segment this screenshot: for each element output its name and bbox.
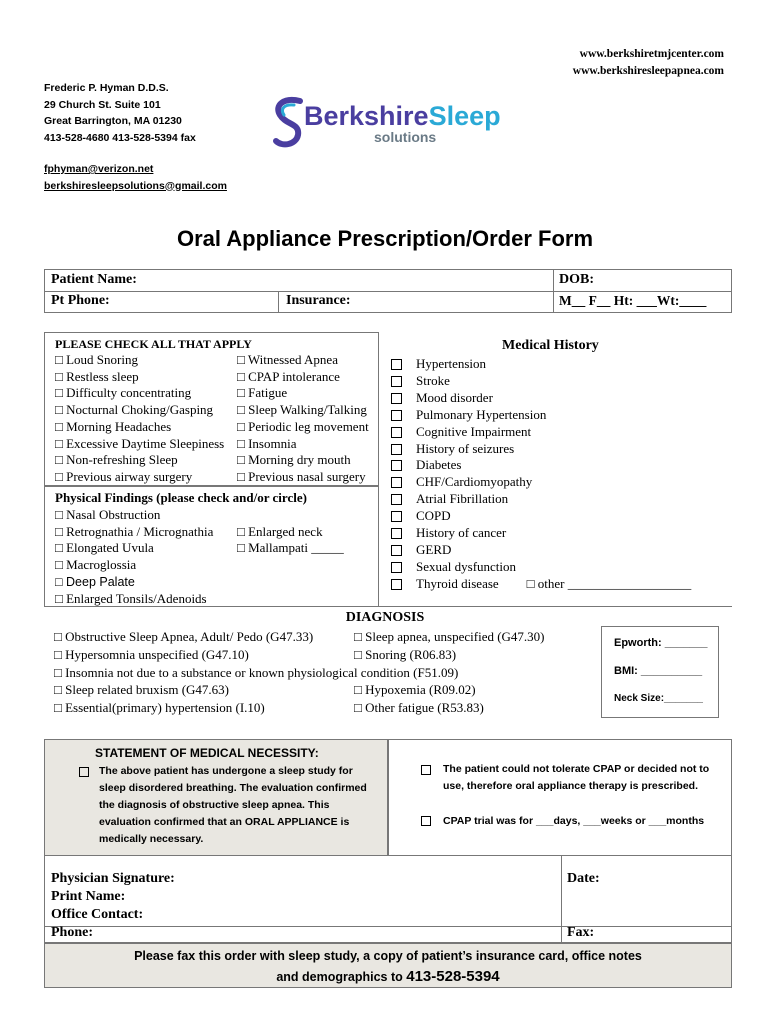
finding-row [55, 591, 375, 608]
symptom-row [55, 419, 385, 436]
divider [44, 606, 732, 607]
symptom-checkbox[interactable]: □ Witnessed Apnea [237, 352, 338, 367]
symptom-checkbox[interactable]: □ Previous nasal surgery [237, 468, 366, 484]
city-address: Great Barrington, MA 01230 [44, 115, 182, 127]
divider [278, 291, 279, 312]
symptom-checkbox[interactable]: □ Morning Headaches [55, 418, 172, 434]
medical-history-label: GERD [416, 541, 452, 557]
diagnosis-row [54, 628, 614, 646]
divider [561, 856, 562, 943]
medical-history-header: Medical History [502, 338, 599, 353]
physical-findings-header: Physical Findings (please check and/or circle) [55, 490, 307, 505]
fax-field[interactable]: Fax: [567, 925, 595, 940]
fax-instructions [44, 943, 732, 988]
insurance-field[interactable]: Insurance: [286, 293, 351, 308]
diagnosis-checkbox[interactable]: □ Insomnia not due to a substance or known physiological condition (F51.09) [54, 664, 459, 680]
bmi-field[interactable]: BMI: __________ [614, 665, 703, 677]
diagnosis-checkbox[interactable]: □ Essential(primary) hypertension (I.10) [54, 700, 265, 716]
symptoms-list [55, 352, 385, 486]
finding-checkbox[interactable]: □ Nasal Obstruction [55, 507, 161, 522]
symptoms-section [44, 332, 379, 486]
finding-checkbox[interactable]: □ Elongated Uvula [55, 540, 154, 556]
diagnosis-checkbox[interactable]: □ Snoring (R06.83) [354, 646, 457, 662]
practice-address [44, 80, 196, 146]
finding-checkbox[interactable]: □ Mallampati _____ [237, 540, 344, 556]
medical-history-item[interactable] [391, 390, 691, 407]
checkbox-icon[interactable] [421, 816, 431, 826]
checkbox-icon[interactable] [391, 562, 402, 573]
medical-history-label: Sexual dysfunction [416, 558, 517, 574]
patient-phone-field[interactable]: Pt Phone: [51, 293, 110, 308]
medical-history-list [391, 356, 691, 593]
medical-history-label: History of cancer [416, 525, 507, 541]
checkbox-icon[interactable] [391, 511, 402, 522]
website-url-sleep[interactable]: www.berkshiresleepapnea.com [572, 65, 724, 77]
fax-instructions-line1: Please fax this order with sleep study, a copy of patient’s insurance card, office notes [134, 949, 642, 963]
medical-history-item[interactable] [391, 525, 691, 542]
symptom-row [55, 352, 385, 369]
symptoms-header: PLEASE CHECK ALL THAT APPLY [55, 337, 252, 351]
divider [45, 291, 731, 292]
diagnosis-checkbox[interactable]: □ Other fatigue (R53.83) [354, 700, 484, 716]
checkbox-icon[interactable] [391, 494, 402, 505]
symptom-checkbox[interactable]: □ Restless sleep [55, 368, 139, 384]
website-links [573, 46, 724, 80]
checkbox-icon[interactable] [391, 427, 402, 438]
symptom-checkbox[interactable]: □ Difficulty concentrating [55, 385, 192, 401]
measurements-box [601, 626, 719, 718]
medical-history-item[interactable] [391, 576, 691, 593]
finding-row [55, 557, 375, 574]
logo-word-sleep: Sleep [428, 101, 501, 131]
medical-history-label: CHF/Cardiomyopathy [416, 474, 533, 490]
diagnosis-list [54, 628, 614, 717]
checkbox-icon[interactable] [391, 393, 402, 404]
checkbox-icon[interactable] [391, 477, 402, 488]
physical-findings-list [55, 507, 375, 607]
diagnosis-checkbox[interactable]: □ Hypoxemia (R09.02) [354, 682, 476, 698]
medical-history-label: Stroke [416, 372, 450, 388]
medical-history-label: Pulmonary Hypertension [416, 406, 547, 422]
medical-history-item[interactable] [391, 424, 691, 441]
symptom-checkbox[interactable]: □ Morning dry mouth [237, 452, 351, 468]
symptom-row [55, 385, 385, 402]
checkbox-icon[interactable] [391, 460, 402, 471]
medical-history-item[interactable] [391, 559, 691, 576]
physical-findings-section [44, 486, 379, 606]
medical-history-item[interactable] [391, 508, 691, 525]
checkbox-icon[interactable] [391, 444, 402, 455]
email-link-verizon[interactable]: fphyman@verizon.net [44, 163, 154, 175]
finding-row [55, 540, 375, 557]
statement-header: STATEMENT OF MEDICAL NECESSITY: [95, 746, 319, 760]
symptom-checkbox[interactable]: □ Excessive Daytime Sleepiness [55, 435, 225, 451]
symptom-checkbox[interactable]: □ Periodic leg movement [237, 418, 369, 434]
medical-history-label: COPD [416, 508, 451, 524]
fax-instructions-line2 [45, 968, 731, 985]
date-field[interactable]: Date: [567, 871, 600, 886]
other-history-field[interactable]: □ other ___________________ [526, 575, 692, 591]
signature-table [44, 856, 732, 943]
medical-history-item[interactable] [391, 407, 691, 424]
symptom-row [55, 436, 385, 453]
medical-history-item[interactable] [391, 491, 691, 508]
symptom-checkbox[interactable]: □ Insomnia [237, 435, 297, 451]
email-link-gmail[interactable]: berkshiresleepsolutions@gmail.com [44, 179, 227, 192]
finding-row [55, 507, 375, 524]
office-contact-field[interactable]: Office Contact: [51, 907, 144, 922]
street-address: 29 Church St. Suite 101 [44, 98, 161, 111]
website-url-tmj[interactable]: www.berkshiretmjcenter.com [579, 48, 724, 60]
medical-history-item[interactable] [391, 356, 691, 373]
finding-checkbox[interactable]: □ Enlarged neck [237, 523, 323, 539]
divider [553, 270, 554, 312]
neck-size-field[interactable]: Neck Size:_______ [614, 693, 703, 704]
finding-checkbox[interactable]: □ Retrognathia / Micrognathia [55, 523, 214, 539]
medical-history-label: Thyroid disease [416, 575, 499, 591]
symptom-checkbox[interactable]: □ CPAP intolerance [237, 368, 340, 384]
divider [45, 926, 731, 927]
symptom-checkbox[interactable]: □ Nocturnal Choking/Gasping [55, 402, 214, 418]
dob-field[interactable]: DOB: [559, 272, 594, 287]
checkbox-icon[interactable] [421, 765, 431, 775]
fax-number[interactable]: 413-528-5394 [406, 968, 500, 985]
finding-checkbox[interactable]: □ Macroglossia [55, 557, 137, 573]
form-title: Oral Appliance Prescription/Order Form [176, 226, 594, 251]
statement-left-box [44, 739, 388, 856]
checkbox-icon[interactable] [391, 579, 402, 590]
checkbox-icon[interactable] [391, 376, 402, 387]
medical-history-item[interactable] [391, 457, 691, 474]
symptom-checkbox[interactable]: □ Loud Snoring [55, 352, 138, 367]
medical-history-label: Mood disorder [416, 389, 493, 405]
phone-fax: 413-528-4680 413-528-5394 fax [44, 131, 196, 144]
checkbox-icon[interactable] [391, 410, 402, 421]
checkbox-icon[interactable] [391, 528, 402, 539]
doctor-name: Frederic P. Hyman D.D.S. [44, 82, 169, 94]
medical-history-item[interactable] [391, 542, 691, 559]
checkbox-icon[interactable] [391, 359, 402, 370]
diagnosis-checkbox[interactable]: □ Sleep related bruxism (G47.63) [54, 682, 230, 698]
statement-right-box [388, 739, 732, 856]
diagnosis-checkbox[interactable]: □ Sleep apnea, unspecified (G47.30) [354, 629, 545, 644]
medical-history-label: History of seizures [416, 440, 515, 456]
sex-height-weight-field[interactable]: M__ F__ Ht: ___Wt:____ [559, 293, 707, 308]
physician-signature-field[interactable]: Physician Signature: [51, 871, 175, 886]
logo-wordmark [304, 101, 501, 132]
logo-word-berkshire: Berkshire [304, 101, 429, 131]
diagnosis-row [54, 699, 614, 717]
cpap-intolerance-text: The patient could not tolerate CPAP or decided not to use, therefore oral appliance therapy is prescribed. [443, 763, 710, 792]
patient-name-field[interactable]: Patient Name: [51, 272, 137, 287]
email-links [44, 161, 227, 194]
checkbox-icon[interactable] [391, 545, 402, 556]
statement-left-text: The above patient has undergone a sleep study for sleep disordered breathing. The evaluation confirmed the diagnosis of obstructive sleep apnea. This evaluation confirmed that an ORAL APPLIANCE is medically necessary. [99, 765, 367, 845]
diagnosis-checkbox[interactable]: □ Hypersomnia unspecified (G47.10) [54, 646, 249, 662]
fax-instructions-prefix: and demographics to [276, 970, 407, 984]
diagnosis-row [54, 664, 614, 682]
checkbox-icon[interactable] [79, 767, 89, 777]
medical-history-label: Hypertension [416, 356, 487, 371]
cpap-trial-field[interactable]: CPAP trial was for ___days, ___weeks or ___months [443, 815, 705, 827]
symptom-row [55, 452, 385, 469]
symptom-row [55, 469, 385, 486]
finding-row [55, 524, 375, 541]
berkshire-sleep-logo [270, 95, 530, 150]
medical-history-item[interactable] [391, 474, 691, 491]
diagnosis-checkbox[interactable]: □ Obstructive Sleep Apnea, Adult/ Pedo (G47.33) [54, 629, 314, 644]
symptom-row [55, 369, 385, 386]
logo-subtitle: solutions [374, 129, 437, 145]
patient-info-table [44, 269, 732, 313]
medical-history-label: Diabetes [416, 457, 462, 473]
diagnosis-row [54, 646, 614, 664]
medical-history-item[interactable] [391, 441, 691, 458]
symptom-checkbox[interactable]: □ Previous airway surgery [55, 468, 193, 484]
print-name-field[interactable]: Print Name: [51, 889, 126, 904]
symptom-checkbox[interactable]: □ Sleep Walking/Talking [237, 402, 367, 418]
medical-history-label: Cognitive Impairment [416, 423, 532, 439]
diagnosis-row [54, 681, 614, 699]
diagnosis-header: DIAGNOSIS [345, 610, 425, 625]
phone-field[interactable]: Phone: [51, 925, 93, 940]
medical-history-item[interactable] [391, 373, 691, 390]
symptom-checkbox[interactable]: □ Fatigue [237, 385, 288, 401]
finding-checkbox[interactable]: □ Enlarged Tonsils/Adenoids [55, 590, 207, 606]
finding-checkbox[interactable]: □ Deep Palate [55, 574, 135, 589]
symptom-row [55, 402, 385, 419]
symptom-checkbox[interactable]: □ Non-refreshing Sleep [55, 452, 178, 468]
medical-history-label: Atrial Fibrillation [416, 491, 509, 507]
finding-row [55, 574, 375, 591]
epworth-field[interactable]: Epworth: _______ [614, 637, 708, 649]
